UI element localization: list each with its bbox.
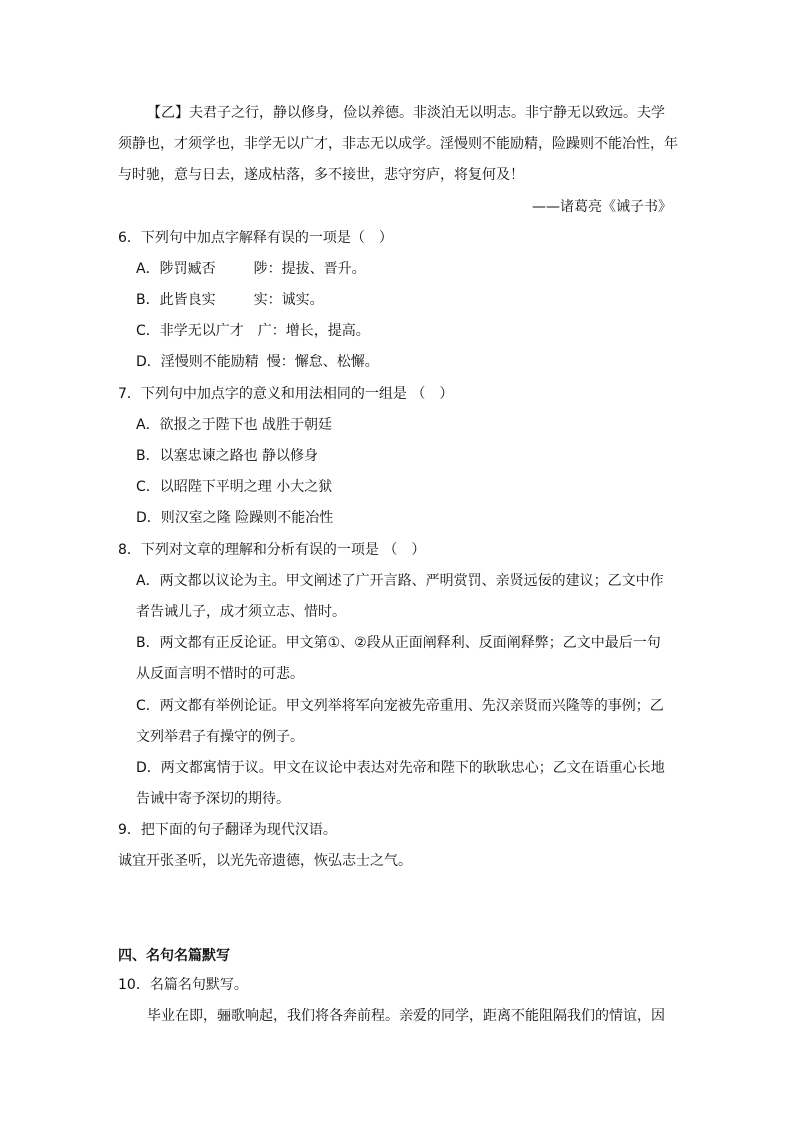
passage-line-2: 须静也，才须学也，非学无以广才，非志无以成学。淫慢则不能励精，险躁则不能冶性，年 xyxy=(118,136,678,152)
option-definition: 陟：提拔、晋升。 xyxy=(253,261,366,277)
option-text: A．陟罚臧否 xyxy=(136,261,216,277)
question-6-option-b xyxy=(136,290,324,310)
option-definition: 慢：懈怠、松懈。 xyxy=(266,354,379,370)
question-8-option-d-line-1: D．两文都寓情于议。甲文在议论中表达对先帝和陛下的耿耿忠心；乙文在语重心长地 xyxy=(136,760,665,776)
passage-source: ——诸葛亮《诫子书》 xyxy=(532,199,672,215)
question-7-option-b: B．以塞忠谏之路也 静以修身 xyxy=(136,448,319,464)
question-9-sentence: 诚宜开张圣听，以光先帝遗德，恢弘志士之气。 xyxy=(118,853,412,869)
question-8-option-a-line-1: A．两文都以议论为主。甲文阐述了广开言路、严明赏罚、亲贤远佞的建议；乙文中作 xyxy=(136,573,664,589)
option-definition: 广：增长，提高。 xyxy=(257,323,370,339)
option-text: D．淫慢则不能励精 xyxy=(136,354,259,370)
question-10-stem: 10．名篇名句默写。 xyxy=(118,977,248,993)
section-4-title: 四、名句名篇默写 xyxy=(118,948,230,964)
question-6-option-c xyxy=(136,321,370,341)
question-10-paragraph: 毕业在即，骊歌响起，我们将各奔前程。亲爱的同学，距离不能阻隔我们的情谊，因 xyxy=(147,1008,665,1024)
question-6-option-d xyxy=(136,352,379,372)
option-text: C．非学无以广才 xyxy=(136,323,244,339)
question-8-option-d-line-2: 告诫中寄予深切的期待。 xyxy=(136,791,290,807)
question-6-option-a xyxy=(136,259,366,279)
option-text: B．此皆良实 xyxy=(136,292,216,308)
passage-line-1: 【乙】夫君子之行，静以修身，俭以养德。非淡泊无以明志。非宁静无以致远。夫学 xyxy=(147,105,665,121)
question-8-option-b-line-1: B．两文都有正反论证。甲文第①、②段从正面阐释利、反面阐释弊；乙文中最后一句 xyxy=(136,635,661,651)
question-6-stem: 6．下列句中加点字解释有误的一项是（ ） xyxy=(118,230,393,246)
question-8-stem: 8．下列对文章的理解和分析有误的一项是 （ ） xyxy=(118,542,426,558)
question-7-stem: 7．下列句中加点字的意义和用法相同的一组是 （ ） xyxy=(118,386,454,402)
option-definition: 实：诚实。 xyxy=(253,292,324,308)
passage-line-3: 与时驰，意与日去，遂成枯落，多不接世，悲守穷庐，将复何及！ xyxy=(118,167,524,183)
question-7-option-c: C．以昭陛下平明之理 小大之狱 xyxy=(136,479,333,495)
question-8-option-c-line-2: 文列举君子有操守的例子。 xyxy=(136,729,304,745)
question-9-stem: 9．把下面的句子翻译为现代汉语。 xyxy=(118,822,337,838)
question-8-option-c-line-1: C．两文都有举例论证。甲文列举将军向宠被先帝重用、先汉亲贤而兴隆等的事例；乙 xyxy=(136,698,664,714)
question-7-option-a: A．欲报之于陛下也 战胜于朝廷 xyxy=(136,417,333,433)
question-8-option-a-line-2: 者告诫儿子，成才须立志、惜时。 xyxy=(136,604,346,620)
question-8-option-b-line-2: 从反面言明不惜时的可悲。 xyxy=(136,666,304,682)
question-7-option-d: D．则汉室之隆 险躁则不能冶性 xyxy=(136,510,334,526)
